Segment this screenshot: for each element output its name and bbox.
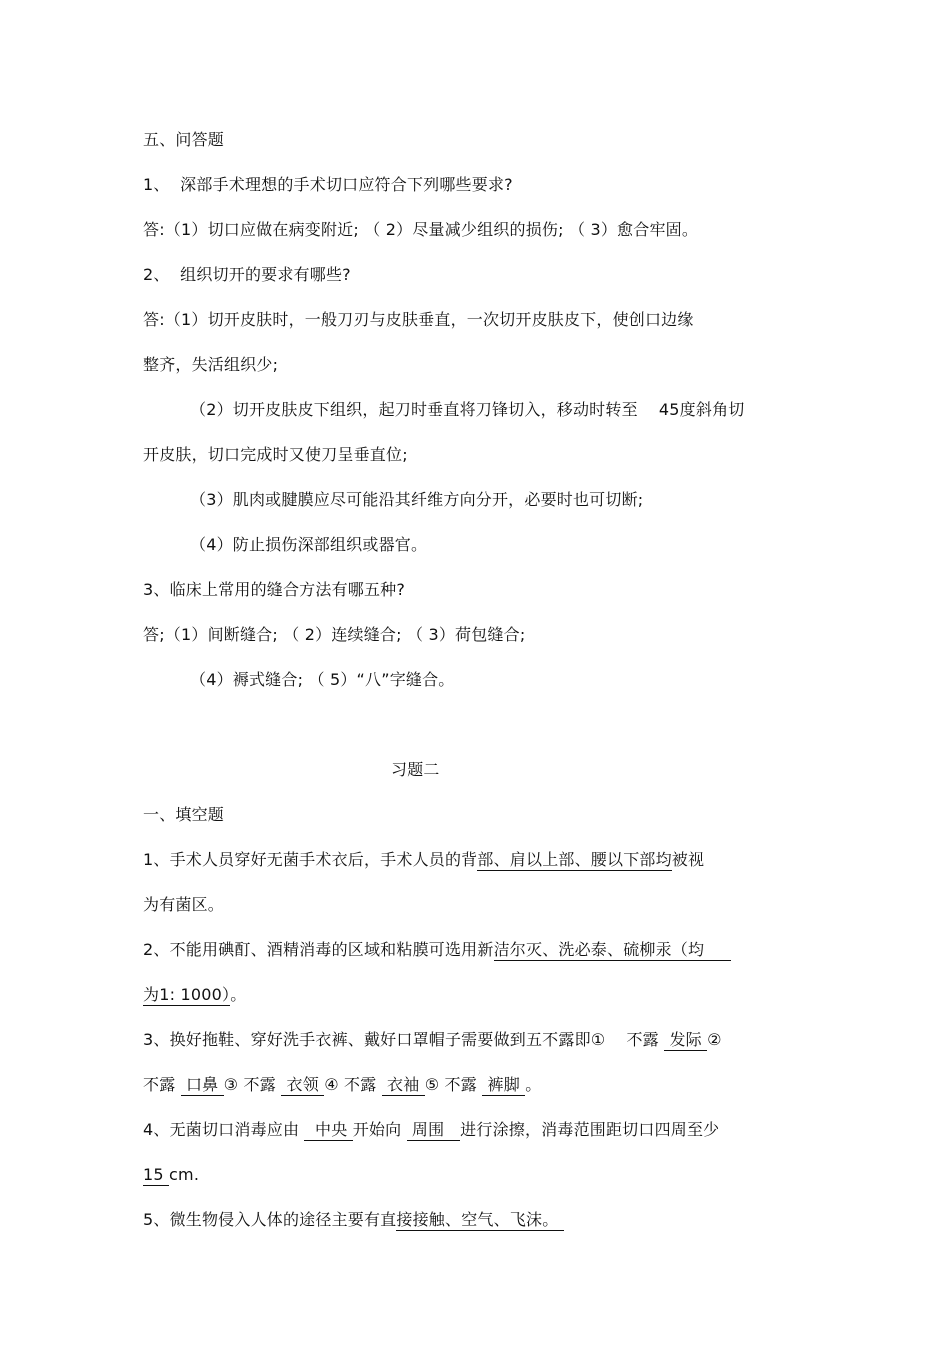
fill-3-answer-2: 口鼻: [180, 1075, 224, 1094]
fill-5-answer: 接接触、空气、飞沫。: [396, 1210, 564, 1229]
answer-2-line-3: （3）肌肉或腱膜应尽可能沿其纤维方向分开，必要时也可切断;: [190, 490, 644, 509]
question-1: 1、 深部手术理想的手术切口应符合下列哪些要求?: [143, 175, 513, 194]
fill-blank-heading: 一、填空题: [143, 805, 225, 824]
fill-2b: 为1: 1000）。: [143, 985, 247, 1004]
question-3: 3、临床上常用的缝合方法有哪五种?: [143, 580, 406, 599]
answer-3-line-1: 答;（1）间断缝合; （ 2）连续缝合; （ 3）荷包缝合;: [143, 625, 526, 644]
fill-2-answer-cont: 为1: 1000）: [143, 985, 231, 1004]
answer-3-line-2: （4）褥式缝合; （ 5）“八”字缝合。: [190, 670, 455, 689]
question-2: 2、 组织切开的要求有哪些?: [143, 265, 351, 284]
fill-3-answer-4: 衣袖: [381, 1075, 425, 1094]
fill-3-answer-5: 裤脚: [482, 1075, 526, 1094]
fill-4: 4、无菌切口消毒应由 中央 开始向 周围 进行涂擦，消毒范围距切口四周至少: [143, 1120, 720, 1139]
answer-2-line-2b: 开皮肤，切口完成时又使刀呈垂直位;: [143, 445, 408, 464]
fill-2-answer: 洁尔灭、洗必泰、硫柳汞（均: [493, 940, 731, 959]
fill-5: 5、微生物侵入人体的途径主要有直接接触、空气、飞沫。: [143, 1210, 564, 1229]
fill-1-answer: 部、肩以上部、腰以下部均: [477, 850, 672, 869]
section-heading: 五、问答题: [143, 130, 225, 149]
fill-2: 2、不能用碘酊、酒精消毒的区域和粘膜可选用新洁尔灭、洗必泰、硫柳汞（均: [143, 940, 731, 959]
answer-2-line-4: （4）防止损伤深部组织或器官。: [190, 535, 428, 554]
fill-3: 3、换好拖鞋、穿好洗手衣裤、戴好口罩帽子需要做到五不露即① 不露 发际 ②: [143, 1030, 722, 1049]
fill-4b: 15 cm.: [143, 1165, 200, 1184]
answer-2-line-1: 答:（1）切开皮肤时，一般刀刃与皮肤垂直，一次切开皮肤皮下，使创口边缘: [143, 310, 694, 329]
fill-4-answer-2: 周围: [406, 1120, 461, 1139]
fill-4-answer-1: 中央: [304, 1120, 353, 1139]
fill-3-answer-1: 发际: [664, 1030, 708, 1049]
answer-2-line-1b: 整齐，失活组织少;: [143, 355, 279, 374]
fill-4-answer-3: 15: [143, 1165, 170, 1184]
fill-1b: 为有菌区。: [143, 895, 225, 914]
answer-1: 答:（1）切口应做在病变附近; （ 2）尽量减少组织的损伤; （ 3）愈合牢固。: [143, 220, 699, 239]
fill-3b: 不露 口鼻 ③ 不露 衣领 ④ 不露 衣袖 ⑤ 不露 裤脚 。: [143, 1075, 542, 1094]
fill-3-answer-3: 衣领: [281, 1075, 325, 1094]
fill-1: 1、手术人员穿好无菌手术衣后，手术人员的背部、肩以上部、腰以下部均被视: [143, 850, 705, 869]
answer-2-line-2: （2）切开皮肤皮下组织，起刀时垂直将刀锋切入，移动时转至 45度斜角切: [190, 400, 745, 419]
exercise-title: 习题二: [391, 760, 440, 779]
